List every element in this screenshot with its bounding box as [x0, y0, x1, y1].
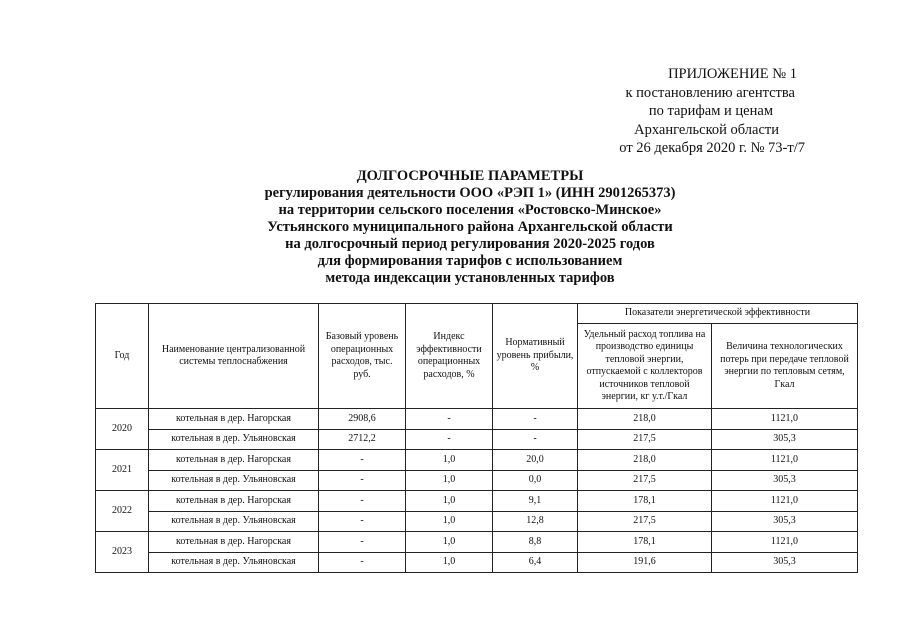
profit-value: 20,0: [493, 450, 578, 471]
profit-value: 12,8: [493, 511, 578, 532]
header-system: Наименование централизованной системы теплоснабжения: [149, 304, 319, 409]
fuel-value: 178,1: [578, 532, 712, 553]
fuel-value: 217,5: [578, 511, 712, 532]
losses-value: 1121,0: [712, 409, 858, 430]
fuel-value: 191,6: [578, 552, 712, 573]
base-value: 2712,2: [319, 429, 406, 450]
index-value: 1,0: [406, 552, 493, 573]
year-cell: 2022: [96, 491, 149, 532]
base-value: -: [319, 511, 406, 532]
system-name: котельная в дер. Ульяновская: [149, 552, 319, 573]
losses-value: 1121,0: [712, 491, 858, 512]
base-value: -: [319, 491, 406, 512]
index-value: 1,0: [406, 491, 493, 512]
base-value: -: [319, 450, 406, 471]
header-losses: Величина технологических потерь при передаче тепловой энергии по тепловым сетям, Гкал: [712, 324, 858, 409]
header-efficiency-index: Индекс эффективности операционных расходов, %: [406, 304, 493, 409]
base-value: -: [319, 470, 406, 491]
base-value: 2908,6: [319, 409, 406, 430]
fuel-value: 178,1: [578, 491, 712, 512]
appendix-line: к постановлению агентства: [625, 84, 795, 101]
system-name: котельная в дер. Ульяновская: [149, 470, 319, 491]
fuel-value: 218,0: [578, 409, 712, 430]
profit-value: -: [493, 429, 578, 450]
system-name: котельная в дер. Нагорская: [149, 409, 319, 430]
year-cell: 2023: [96, 532, 149, 573]
header-year: Год: [96, 304, 149, 409]
title-line: для формирования тарифов с использованием: [317, 253, 623, 269]
profit-value: -: [493, 409, 578, 430]
title-line: ДОЛГОСРОЧНЫЕ ПАРАМЕТРЫ: [356, 168, 584, 184]
fuel-value: 218,0: [578, 450, 712, 471]
profit-value: 8,8: [493, 532, 578, 553]
index-value: 1,0: [406, 450, 493, 471]
title-line: на территории сельского поселения «Ростовско-Минское»: [278, 202, 662, 218]
appendix-line: по тарифам и ценам: [648, 103, 773, 119]
index-value: 1,0: [406, 532, 493, 553]
profit-value: 9,1: [493, 491, 578, 512]
profit-value: 6,4: [493, 552, 578, 573]
title-line: регулирования деятельности ООО «РЭП 1» (ИНН 2901265373): [264, 185, 676, 201]
parameters-table: [95, 303, 858, 573]
base-value: -: [319, 552, 406, 573]
fuel-value: 217,5: [578, 429, 712, 450]
title-line: на долгосрочный период регулирования 2020-2025 годов: [285, 236, 655, 252]
system-name: котельная в дер. Ульяновская: [149, 429, 319, 450]
appendix-line: от 26 декабря 2020 г. № 73-т/7: [619, 140, 805, 156]
profit-value: 0,0: [493, 470, 578, 491]
losses-value: 305,3: [712, 470, 858, 491]
base-value: -: [319, 532, 406, 553]
losses-value: 305,3: [712, 552, 858, 573]
system-name: котельная в дер. Ульяновская: [149, 511, 319, 532]
index-value: -: [406, 409, 493, 430]
document-title: [200, 168, 740, 287]
appendix-line: Архангельской области: [634, 121, 779, 138]
header-energy-group: Показатели энергетической эффективности: [578, 304, 858, 324]
fuel-value: 217,5: [578, 470, 712, 491]
year-cell: 2020: [96, 409, 149, 450]
appendix-line: ПРИЛОЖЕНИЕ № 1: [668, 66, 797, 82]
header-fuel-consumption: Удельный расход топлива на производство единицы тепловой энергии, отпускаемой с коллекторов источников тепловой энергии, кг у.т./Гкал: [578, 324, 712, 409]
system-name: котельная в дер. Нагорская: [149, 491, 319, 512]
header-profit-level: Нормативный уровень прибыли, %: [493, 304, 578, 409]
losses-value: 1121,0: [712, 532, 858, 553]
losses-value: 305,3: [712, 429, 858, 450]
losses-value: 1121,0: [712, 450, 858, 471]
system-name: котельная в дер. Нагорская: [149, 450, 319, 471]
index-value: 1,0: [406, 511, 493, 532]
index-value: 1,0: [406, 470, 493, 491]
title-line: метода индексации установленных тарифов: [325, 270, 615, 286]
header-base-level: Базовый уровень операционных расходов, тыс. руб.: [319, 304, 406, 409]
system-name: котельная в дер. Нагорская: [149, 532, 319, 553]
index-value: -: [406, 429, 493, 450]
year-cell: 2021: [96, 450, 149, 491]
losses-value: 305,3: [712, 511, 858, 532]
appendix-block: [525, 65, 805, 158]
title-line: Устьянского муниципального района Архангельской области: [267, 219, 673, 235]
